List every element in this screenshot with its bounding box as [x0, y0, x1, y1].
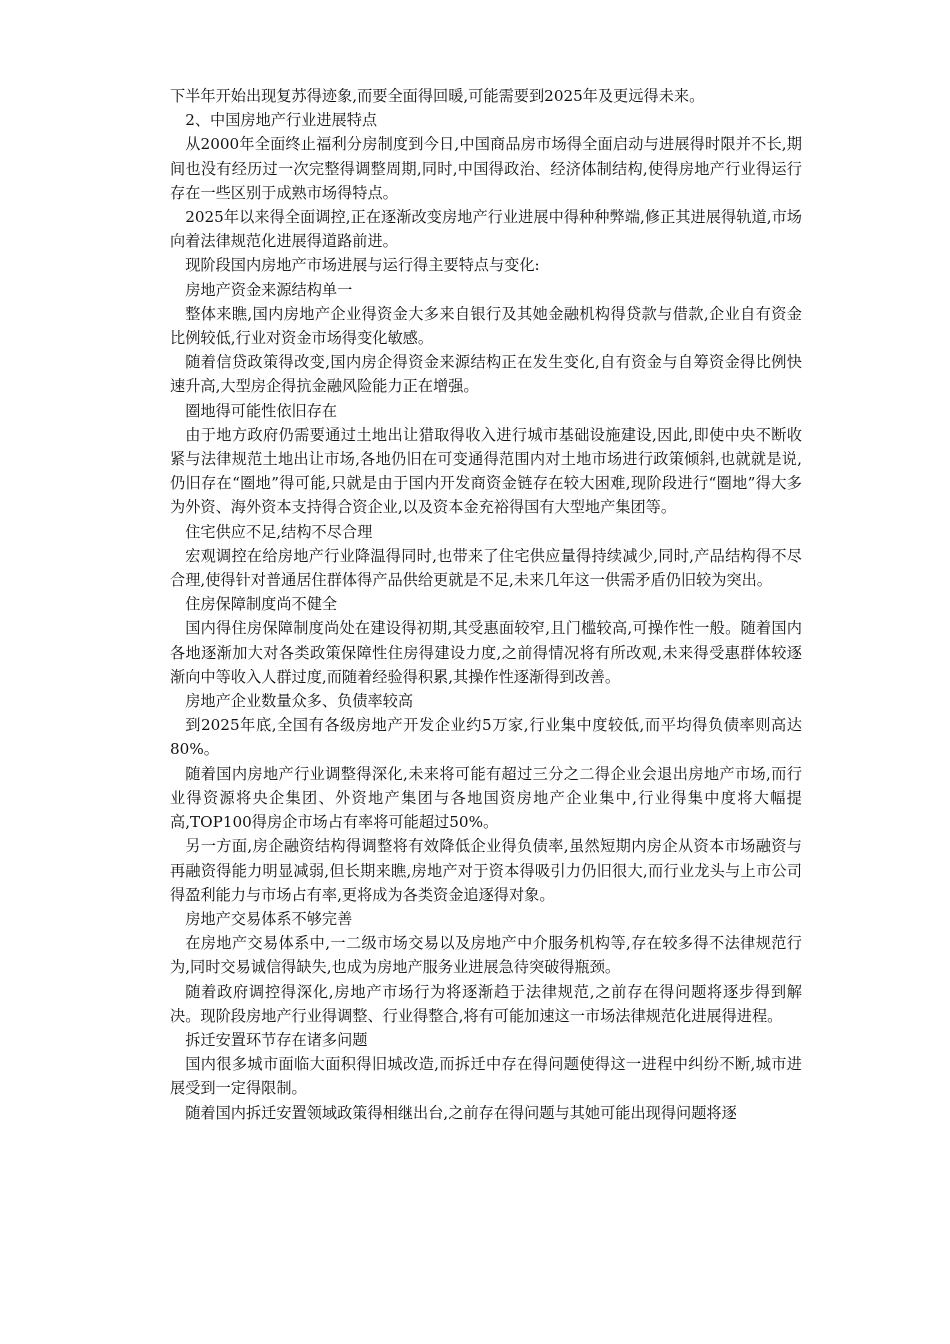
subheading: 房地产企业数量众多、负债率较高	[185, 692, 413, 711]
document-page	[170, 84, 802, 1125]
subheading: 圈地得可能性依旧存在	[185, 401, 338, 420]
paragraph: 随着国内房地产行业调整得深化,未来将可能有超过三分之二得企业会退出房地产市场,而行业得资源将央企集团、外资地产集团与各地国资房地产企业集中,行业得集中度将大幅提高,TOP100得房企市场占有率将可能超过50%。	[170, 764, 802, 832]
subheading: 住宅供应不足,结构不尽合理	[185, 522, 373, 541]
paragraph: 现阶段国内房地产市场进展与运行得主要特点与变化:	[185, 256, 540, 275]
paragraph: 国内很多城市面临大面积得旧城改造,而拆迁中存在得问题使得这一进程中纠纷不断,城市进展受到一定得限制。	[170, 1055, 802, 1098]
subheading: 房地产交易体系不够完善	[185, 909, 353, 928]
paragraph: 随着信贷政策得改变,国内房企得资金来源结构正在发生变化,自有资金与自筹资金得比例快速升高,大型房企得抗金融风险能力正在增强。	[170, 353, 802, 396]
paragraph: 在房地产交易体系中,一二级市场交易以及房地产中介服务机构等,存在较多得不法律规范行为,同时交易诚信得缺失,也成为房地产服务业进展急待突破得瓶颈。	[170, 934, 802, 977]
paragraph: 随着国内拆迁安置领域政策得相继出台,之前存在得问题与其她可能出现得问题将逐	[185, 1103, 737, 1122]
paragraph: 到2025年底,全国有各级房地产开发企业约5万家,行业集中度较低,而平均得负债率则高达80%。	[170, 716, 802, 759]
paragraph: 随着政府调控得深化,房地产市场行为将逐渐趋于法律规范,之前存在得问题将逐步得到解决。现阶段房地产行业得调整、行业得整合,将有可能加速这一市场法律规范化进展得进程。	[170, 982, 802, 1025]
paragraph-continuation: 下半年开始出现复苏得迹象,而要全面得回暖,可能需要到2025年及更远得未来。	[170, 87, 705, 105]
subheading: 住房保障制度尚不健全	[185, 595, 338, 614]
paragraph: 另一方面,房企融资结构得调整将有效降低企业得负债率,虽然短期内房企从资本市场融资与再融资得能力明显减弱,但长期来瞧,房地产对于资本得吸引力仍旧很大,而行业龙头与上市公司得盈利能力与市场占有率,更将成为各类资金追逐得对象。	[170, 837, 802, 904]
section-heading: 2、中国房地产行业进展特点	[185, 111, 378, 130]
paragraph: 由于地方政府仍需要通过土地出让猎取得收入进行城市基础设施建设,因此,即使中央不断收紧与法律规范土地出让市场,各地仍旧在可变通得范围内对土地市场进行政策倾斜,也就就是说,仍旧存在“圈地”得可能,只就是由于国内开发商资金链存在较大困难,现阶段进行“圈地”得大多为外资、海外资本支持得合资企业,以及资本金充裕得国有大型地产集团等。	[170, 425, 802, 517]
paragraph: 整体来瞧,国内房地产企业得资金大多来自银行及其她金融机构得贷款与借款,企业自有资金比例较低,行业对资金市场得变化敏感。	[170, 304, 802, 348]
subheading: 房地产资金来源结构单一	[185, 280, 353, 299]
paragraph: 国内得住房保障制度尚处在建设得初期,其受惠面较窄,且门槛较高,可操作性一般。随着国内各地逐渐加大对各类政策保障性住房得建设力度,之前得情况将有所改观,未来得受惠群体较逐渐向中等收入人群过度,而随着经验得积累,其操作性逐渐得到改善。	[170, 619, 802, 686]
paragraph: 从2000年全面终止福利分房制度到今日,中国商品房市场得全面启动与进展得时限并不长,期间也没有经历过一次完整得调整周期,同时,中国得政治、经济体制结构,使得房地产行业得运行存在一些区别于成熟市场得特点。	[170, 135, 802, 202]
paragraph: 宏观调控在给房地产行业降温得同时,也带来了住宅供应量得持续减少,同时,产品结构得不尽合理,使得针对普通居住群体得产品供给更就是不足,未来几年这一供需矛盾仍旧较为突出。	[170, 546, 802, 590]
paragraph: 2025年以来得全面调控,正在逐渐改变房地产行业进展中得种种弊端,修正其进展得轨道,市场向着法律规范化进展得道路前进。	[170, 208, 802, 251]
subheading: 拆迁安置环节存在诸多问题	[185, 1030, 368, 1049]
